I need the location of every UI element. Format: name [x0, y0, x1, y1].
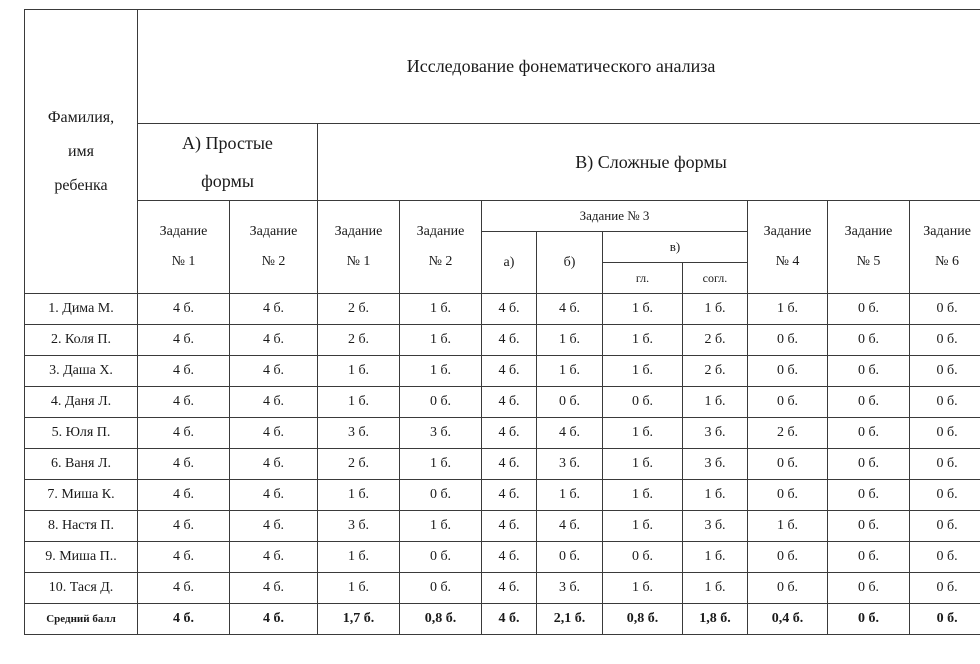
- task-word: Задание: [249, 224, 298, 239]
- average-score-cell: 2,1 б.: [537, 604, 603, 635]
- score-cell: 0 б.: [910, 325, 980, 356]
- score-cell: 1 б.: [748, 294, 828, 325]
- average-score-cell: 4 б.: [230, 604, 318, 635]
- score-cell: 4 б.: [482, 356, 537, 387]
- score-cell: 3 б.: [683, 449, 748, 480]
- score-cell: 3 б.: [683, 418, 748, 449]
- score-cell: 1 б.: [603, 449, 683, 480]
- score-cell: 0 б.: [828, 294, 910, 325]
- score-cell: 4 б.: [230, 356, 318, 387]
- child-name-cell: 5. Юля П.: [25, 418, 138, 449]
- score-cell: 0 б.: [748, 449, 828, 480]
- score-cell: 0 б.: [828, 418, 910, 449]
- average-score-cell: 4 б.: [138, 604, 230, 635]
- average-row: [25, 604, 980, 635]
- score-cell: 0 б.: [910, 449, 980, 480]
- score-cell: 4 б.: [138, 325, 230, 356]
- task-word: Задание: [923, 224, 971, 239]
- score-cell: 1 б.: [683, 387, 748, 418]
- score-cell: 1 б.: [318, 573, 400, 604]
- score-cell: 0 б.: [910, 573, 980, 604]
- score-cell: 1 б.: [537, 480, 603, 511]
- score-cell: 0 б.: [828, 480, 910, 511]
- score-cell: 0 б.: [910, 387, 980, 418]
- score-cell: 0 б.: [748, 573, 828, 604]
- score-cell: 4 б.: [138, 573, 230, 604]
- table-row: [25, 573, 980, 604]
- task-number: № 1: [171, 254, 196, 269]
- task-word: Задание: [844, 224, 893, 239]
- score-cell: 0 б.: [828, 325, 910, 356]
- score-cell: 0 б.: [828, 387, 910, 418]
- task-a1-header: [138, 201, 230, 294]
- average-score-cell: 1,8 б.: [683, 604, 748, 635]
- child-name-column-header: [25, 10, 138, 294]
- task-3b-header: б): [537, 232, 603, 294]
- average-score-cell: 0 б.: [910, 604, 980, 635]
- average-label: Средний балл: [25, 604, 138, 635]
- score-cell: 1 б.: [683, 573, 748, 604]
- child-name-cell: 8. Настя П.: [25, 511, 138, 542]
- task-number: № 2: [428, 254, 453, 269]
- table-row: [25, 356, 980, 387]
- score-cell: 1 б.: [318, 356, 400, 387]
- child-name-cell: 1. Дима М.: [25, 294, 138, 325]
- score-cell: 4 б.: [138, 511, 230, 542]
- score-cell: 0 б.: [748, 480, 828, 511]
- score-cell: 0 б.: [828, 356, 910, 387]
- table-body: [25, 294, 980, 635]
- score-cell: 2 б.: [683, 356, 748, 387]
- score-cell: 4 б.: [230, 418, 318, 449]
- score-cell: 4 б.: [482, 294, 537, 325]
- score-cell: 1 б.: [318, 387, 400, 418]
- score-cell: 0 б.: [400, 573, 482, 604]
- score-cell: 3 б.: [318, 418, 400, 449]
- score-cell: 0 б.: [748, 356, 828, 387]
- score-cell: 2 б.: [318, 325, 400, 356]
- score-cell: 1 б.: [400, 356, 482, 387]
- score-cell: 0 б.: [537, 542, 603, 573]
- score-cell: 4 б.: [537, 294, 603, 325]
- score-cell: 4 б.: [230, 480, 318, 511]
- score-cell: 2 б.: [683, 325, 748, 356]
- table-row: [25, 511, 980, 542]
- score-cell: 1 б.: [537, 325, 603, 356]
- score-cell: 4 б.: [482, 387, 537, 418]
- score-cell: 2 б.: [318, 294, 400, 325]
- score-cell: 4 б.: [537, 511, 603, 542]
- score-cell: 2 б.: [318, 449, 400, 480]
- group-a-header: [138, 124, 318, 201]
- score-cell: 4 б.: [138, 356, 230, 387]
- table-row: [25, 325, 980, 356]
- document-page: [24, 9, 980, 635]
- score-cell: 0 б.: [400, 480, 482, 511]
- name-header-line-2: имя: [67, 142, 95, 160]
- average-score-cell: 4 б.: [482, 604, 537, 635]
- task-number: № 5: [856, 254, 881, 269]
- task-word: Задание: [334, 224, 383, 239]
- group-a-line-2: формы: [201, 171, 254, 191]
- score-cell: 4 б.: [482, 511, 537, 542]
- task-word: Задание: [763, 224, 812, 239]
- score-cell: 4 б.: [537, 418, 603, 449]
- score-cell: 3 б.: [683, 511, 748, 542]
- table-row: [25, 449, 980, 480]
- score-cell: 1 б.: [400, 325, 482, 356]
- phonemic-analysis-table: [24, 9, 980, 635]
- score-cell: 4 б.: [482, 449, 537, 480]
- score-cell: 1 б.: [603, 480, 683, 511]
- score-cell: 2 б.: [748, 418, 828, 449]
- score-cell: 4 б.: [138, 387, 230, 418]
- table-row: [25, 418, 980, 449]
- score-cell: 0 б.: [910, 294, 980, 325]
- score-cell: 4 б.: [230, 449, 318, 480]
- score-cell: 4 б.: [482, 418, 537, 449]
- score-cell: 0 б.: [828, 542, 910, 573]
- score-cell: 1 б.: [318, 542, 400, 573]
- child-name-cell: 7. Миша К.: [25, 480, 138, 511]
- task-3v-consonants-header: согл.: [683, 263, 748, 294]
- score-cell: 1 б.: [400, 511, 482, 542]
- group-b-header: В) Сложные формы: [318, 124, 980, 201]
- score-cell: 4 б.: [230, 325, 318, 356]
- table-title: Исследование фонематического анализа: [138, 10, 980, 124]
- group-a-line-1: А) Простые: [182, 133, 273, 153]
- score-cell: 4 б.: [230, 294, 318, 325]
- score-cell: 4 б.: [138, 449, 230, 480]
- task-number: № 4: [775, 254, 800, 269]
- name-header-line-1: Фамилия,: [47, 108, 115, 126]
- score-cell: 3 б.: [537, 573, 603, 604]
- child-name-cell: 10. Тася Д.: [25, 573, 138, 604]
- score-cell: 4 б.: [230, 542, 318, 573]
- score-cell: 4 б.: [482, 480, 537, 511]
- score-cell: 1 б.: [400, 294, 482, 325]
- task-number: № 6: [935, 254, 959, 269]
- score-cell: 1 б.: [603, 356, 683, 387]
- score-cell: 0 б.: [537, 387, 603, 418]
- task-number: № 1: [346, 254, 371, 269]
- score-cell: 0 б.: [748, 325, 828, 356]
- score-cell: 0 б.: [910, 511, 980, 542]
- score-cell: 1 б.: [603, 511, 683, 542]
- score-cell: 0 б.: [748, 387, 828, 418]
- score-cell: 0 б.: [828, 449, 910, 480]
- score-cell: 4 б.: [482, 325, 537, 356]
- average-score-cell: 0,8 б.: [603, 604, 683, 635]
- score-cell: 4 б.: [482, 573, 537, 604]
- task-3a-header: а): [482, 232, 537, 294]
- score-cell: 1 б.: [400, 449, 482, 480]
- score-cell: 4 б.: [138, 480, 230, 511]
- child-name-cell: 9. Миша П..: [25, 542, 138, 573]
- task-b5-header: [828, 201, 910, 294]
- score-cell: 0 б.: [828, 573, 910, 604]
- task-b2-header: [400, 201, 482, 294]
- child-name-cell: 2. Коля П.: [25, 325, 138, 356]
- score-cell: 0 б.: [400, 542, 482, 573]
- score-cell: 4 б.: [230, 511, 318, 542]
- score-cell: 4 б.: [138, 294, 230, 325]
- score-cell: 0 б.: [910, 418, 980, 449]
- table-row: [25, 294, 980, 325]
- score-cell: 0 б.: [748, 542, 828, 573]
- score-cell: 0 б.: [910, 356, 980, 387]
- score-cell: 1 б.: [603, 294, 683, 325]
- score-cell: 1 б.: [537, 356, 603, 387]
- task-b1-header: [318, 201, 400, 294]
- average-score-cell: 0,8 б.: [400, 604, 482, 635]
- table-row: [25, 387, 980, 418]
- score-cell: 0 б.: [603, 542, 683, 573]
- score-cell: 1 б.: [683, 480, 748, 511]
- task-3v-header: в): [603, 232, 748, 263]
- average-score-cell: 1,7 б.: [318, 604, 400, 635]
- score-cell: 4 б.: [230, 573, 318, 604]
- score-cell: 1 б.: [683, 294, 748, 325]
- score-cell: 3 б.: [400, 418, 482, 449]
- name-header-line-3: ребенка: [54, 176, 108, 194]
- table-row: [25, 480, 980, 511]
- score-cell: 0 б.: [828, 511, 910, 542]
- task-number: № 2: [261, 254, 286, 269]
- child-name-cell: 3. Даша Х.: [25, 356, 138, 387]
- score-cell: 4 б.: [138, 418, 230, 449]
- score-cell: 0 б.: [910, 542, 980, 573]
- score-cell: 3 б.: [537, 449, 603, 480]
- task-b4-header: [748, 201, 828, 294]
- score-cell: 1 б.: [603, 325, 683, 356]
- average-score-cell: 0 б.: [828, 604, 910, 635]
- score-cell: 0 б.: [603, 387, 683, 418]
- table-row: [25, 542, 980, 573]
- task-3-header: Задание № 3: [482, 201, 748, 232]
- task-a2-header: [230, 201, 318, 294]
- task-b6-header: [910, 201, 980, 294]
- score-cell: 1 б.: [603, 418, 683, 449]
- score-cell: 1 б.: [603, 573, 683, 604]
- score-cell: 0 б.: [400, 387, 482, 418]
- score-cell: 1 б.: [318, 480, 400, 511]
- score-cell: 0 б.: [910, 480, 980, 511]
- score-cell: 1 б.: [683, 542, 748, 573]
- score-cell: 4 б.: [482, 542, 537, 573]
- task-word: Задание: [159, 224, 208, 239]
- score-cell: 4 б.: [138, 542, 230, 573]
- task-word: Задание: [416, 224, 465, 239]
- score-cell: 4 б.: [230, 387, 318, 418]
- score-cell: 1 б.: [748, 511, 828, 542]
- child-name-cell: 6. Ваня Л.: [25, 449, 138, 480]
- task-3v-vowels-header: гл.: [603, 263, 683, 294]
- score-cell: 3 б.: [318, 511, 400, 542]
- average-score-cell: 0,4 б.: [748, 604, 828, 635]
- child-name-cell: 4. Даня Л.: [25, 387, 138, 418]
